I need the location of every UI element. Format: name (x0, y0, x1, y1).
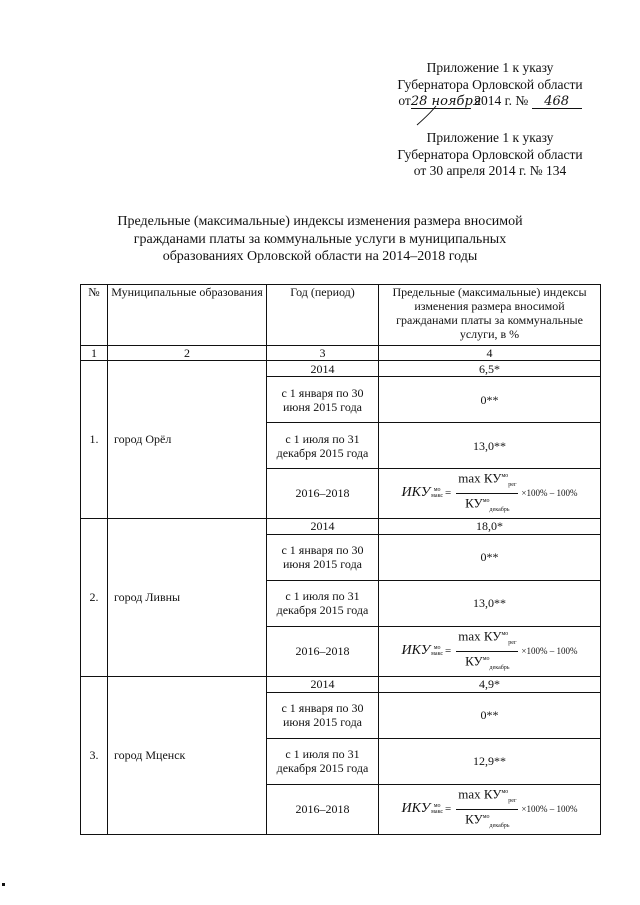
formula-cell (379, 626, 601, 676)
municipality-name: город Ливны (108, 518, 267, 676)
municipality-name: город Орёл (108, 361, 267, 519)
col-number: 3 (267, 346, 379, 361)
original-line3: от 30 апреля 2014 г. № 134 (413, 163, 567, 178)
formula-tail: ×100% – 100% (521, 488, 578, 499)
formula-numerator: $\max КУ^{мо}_{рег}$ (456, 785, 518, 810)
header-index: Предельные (максимальные) индексы изменения размера вносимой гражданами платы за коммунальные услуги, в % (379, 285, 601, 346)
index-value: 0** (379, 692, 601, 738)
formula-numerator: $\max КУ^{мо}_{рег}$ (456, 469, 518, 494)
municipality-name: город Мценск (108, 676, 267, 834)
table-header-row (81, 285, 601, 346)
index-value: 0** (379, 534, 601, 580)
period-cell: 2014 (267, 361, 379, 377)
amendment-header (360, 60, 620, 110)
table-row (81, 676, 601, 692)
formula-tail: ×100% – 100% (521, 646, 578, 657)
formula-denominator: $КУ^{мо}_{декабрь}$ (465, 810, 510, 829)
period-cell: с 1 января по 30 июня 2015 года (267, 692, 379, 738)
col-number: 2 (108, 346, 267, 361)
period-cell: с 1 января по 30 июня 2015 года (267, 534, 379, 580)
index-value: 13,0** (379, 580, 601, 626)
period-cell: 2016–2018 (267, 784, 379, 834)
formula-denominator: $КУ^{мо}_{декабрь}$ (465, 653, 510, 671)
document-title: Предельные (максимальные) индексы изменения размера вносимой гражданами платы за коммунальные услуги в муниципальных образованиях Орловской области на 2014–2018 годы (117, 214, 523, 264)
year-label: 2014 г. № (474, 93, 529, 108)
period-cell: с 1 января по 30 июня 2015 года (267, 377, 379, 423)
col-number: 4 (379, 346, 601, 361)
original-line1: Приложение 1 к указу (426, 130, 554, 145)
original-line2: Губернатора Орловской области (397, 146, 583, 162)
original-header (360, 130, 620, 180)
formula-cell (379, 784, 601, 834)
index-value: 6,5* (379, 361, 601, 377)
period-cell: 2014 (267, 676, 379, 692)
formula-fraction (456, 785, 518, 834)
formula-denominator: $КУ^{мо}_{декабрь}$ (465, 495, 510, 513)
index-value: 12,9** (379, 738, 601, 784)
col-number: 1 (81, 346, 108, 361)
formula-cell (379, 469, 601, 519)
formula-fraction (456, 469, 518, 518)
period-cell: с 1 июля по 31 декабря 2015 года (267, 738, 379, 784)
row-number: 1. (81, 361, 108, 519)
index-value: 4,9* (379, 676, 601, 692)
formula-lhs: ИКУ (401, 485, 431, 501)
row-number: 3. (81, 676, 108, 834)
formula-numerator: $\max КУ^{мо}_{рег}$ (456, 627, 518, 652)
index-value: 13,0** (379, 423, 601, 469)
header-number: № (81, 285, 108, 346)
period-cell: 2016–2018 (267, 626, 379, 676)
formula-equals: = (445, 803, 452, 816)
indices-table (80, 284, 601, 835)
table-row (81, 361, 601, 377)
index-value: 18,0* (379, 518, 601, 534)
handwritten-number: 468 (532, 95, 582, 109)
header-period: Год (период) (267, 285, 379, 346)
header-municipality: Муниципальные образования (108, 285, 267, 346)
index-value: 0** (379, 377, 601, 423)
scan-mark (2, 883, 5, 886)
formula-lhs: ИКУ (401, 643, 431, 659)
formula-fraction (456, 627, 518, 676)
period-cell: с 1 июля по 31 декабря 2015 года (267, 423, 379, 469)
signature-mark (412, 105, 442, 127)
formula: ИКУ мо макс = $\frac{\max КУ^{мо}_{рег}}{КУ^{мо}_{декабрь}}$ ×100% – 100% (402, 469, 578, 518)
formula-tail: ×100% – 100% (521, 804, 578, 815)
table-row (81, 518, 601, 534)
row-number: 2. (81, 518, 108, 676)
formula: ИКУ мо макс = $\frac{\max КУ^{мо}_{рег}}{КУ^{мо}_{декабрь}}$ ×100% – 100% (402, 627, 578, 676)
handwritten-date: 28 ноября (410, 94, 482, 109)
formula-equals: = (445, 487, 452, 500)
from-label: от (398, 93, 411, 108)
amendment-date-line (360, 93, 620, 110)
formula: ИКУ мо макс = $\frac{\max КУ^{мо}_{рег}}{КУ^{мо}_{декабрь}}$ ×100% – 100% (402, 785, 578, 834)
period-cell: 2014 (267, 518, 379, 534)
amendment-line2: Губернатора Орловской области (397, 76, 583, 92)
table-body (81, 361, 601, 835)
amendment-line1: Приложение 1 к указу (426, 60, 554, 75)
formula-equals: = (445, 645, 452, 658)
period-cell: с 1 июля по 31 декабря 2015 года (267, 580, 379, 626)
formula-lhs: ИКУ (401, 801, 431, 817)
period-cell: 2016–2018 (267, 469, 379, 519)
column-number-row (81, 346, 601, 361)
